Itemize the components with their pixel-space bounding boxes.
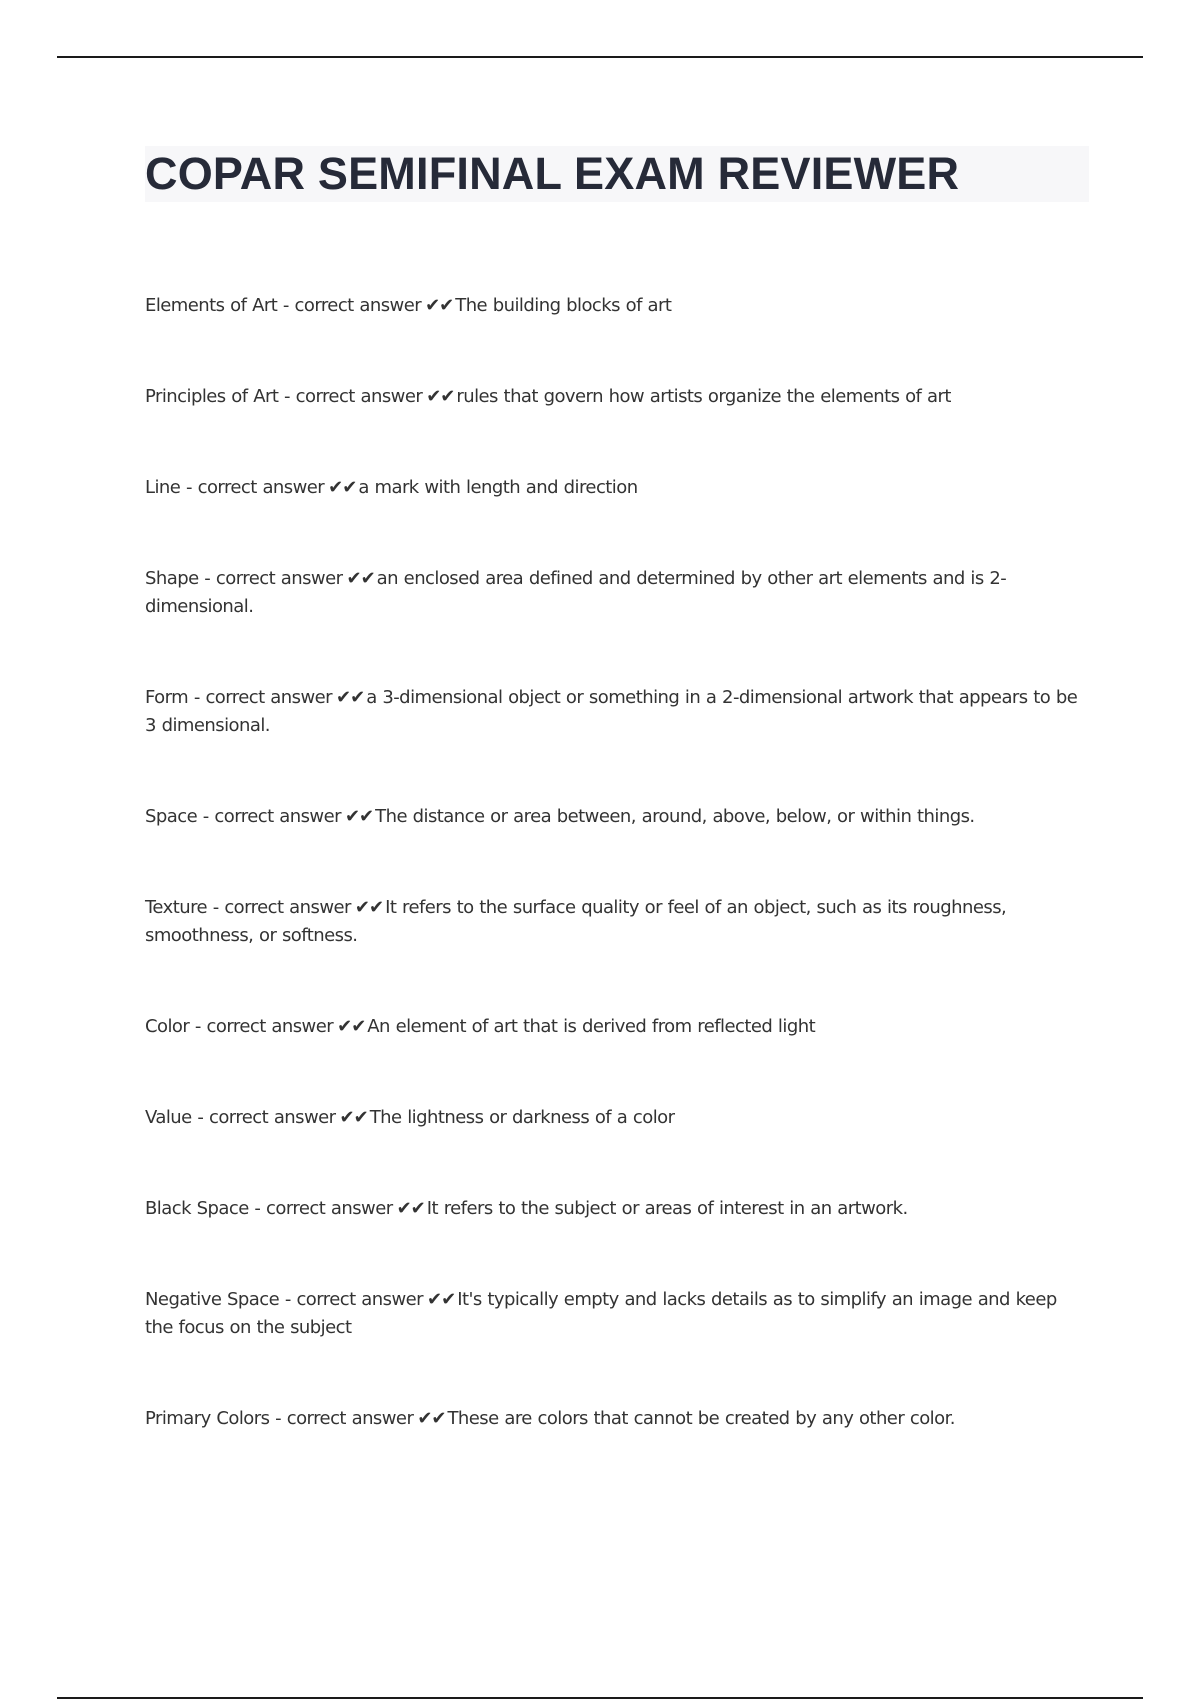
qa-term: Elements of Art (145, 295, 278, 316)
qa-item (145, 803, 1085, 831)
qa-separator: - correct answer (202, 806, 341, 827)
qa-item (145, 1195, 1085, 1223)
check-marks-icon: ✔✔ (426, 386, 455, 407)
qa-term: Form (145, 687, 189, 708)
qa-term: Primary Colors (145, 1408, 270, 1429)
qa-answer: an enclosed area defined and determined by other art elements and is 2-dimensional. (145, 568, 1007, 617)
qa-separator: - correct answer (275, 1408, 414, 1429)
check-marks-icon: ✔✔ (339, 1107, 368, 1128)
qa-separator: - correct answer (204, 568, 343, 589)
qa-term: Color (145, 1016, 190, 1037)
qa-item (145, 1104, 1085, 1132)
bottom-divider (57, 1697, 1143, 1699)
check-marks-icon: ✔✔ (417, 1408, 446, 1429)
check-marks-icon: ✔✔ (427, 1289, 456, 1310)
qa-answer: It refers to the subject or areas of interest in an artwork. (426, 1198, 908, 1219)
check-marks-icon: ✔✔ (344, 806, 374, 827)
qa-item (145, 684, 1085, 740)
check-marks-icon: ✔✔ (336, 687, 365, 708)
qa-list (145, 292, 1085, 1496)
top-divider (57, 56, 1143, 58)
qa-term: Negative Space (145, 1289, 280, 1310)
qa-separator: - correct answer (194, 1016, 334, 1037)
qa-term: Space (145, 806, 198, 827)
qa-term: Value (145, 1107, 192, 1128)
qa-separator: - correct answer (185, 477, 325, 498)
check-marks-icon: ✔✔ (425, 295, 454, 316)
qa-answer: rules that govern how artists organize the elements of art (456, 386, 951, 407)
qa-separator: - correct answer (284, 386, 423, 407)
qa-separator: - correct answer (284, 1289, 424, 1310)
qa-item (145, 1013, 1085, 1041)
qa-item (145, 1405, 1085, 1433)
qa-term: Shape (145, 568, 199, 589)
check-marks-icon: ✔✔ (396, 1198, 425, 1219)
qa-answer: a 3-dimensional object or something in a 2-dimensional artwork that appears to be 3 dimensional. (145, 687, 1078, 736)
qa-answer: a mark with length and direction (358, 477, 638, 498)
qa-term: Principles of Art (145, 386, 279, 407)
qa-separator: - correct answer (254, 1198, 393, 1219)
qa-answer: The building blocks of art (455, 295, 672, 316)
qa-separator: - correct answer (282, 295, 422, 316)
qa-item (145, 474, 1085, 502)
check-marks-icon: ✔✔ (337, 1016, 366, 1037)
qa-term: Texture (145, 897, 208, 918)
check-marks-icon: ✔✔ (328, 477, 357, 498)
qa-item (145, 292, 1085, 320)
check-marks-icon: ✔✔ (346, 568, 375, 589)
check-marks-icon: ✔✔ (354, 897, 384, 918)
qa-separator: - correct answer (212, 897, 351, 918)
qa-item (145, 894, 1085, 950)
qa-term: Line (145, 477, 181, 498)
qa-answer: The lightness or darkness of a color (369, 1107, 675, 1128)
qa-answer: An element of art that is derived from reflected light (367, 1016, 816, 1037)
qa-answer: The distance or area between, around, above, below, or within things. (375, 806, 975, 827)
qa-answer: These are colors that cannot be created by any other color. (447, 1408, 955, 1429)
qa-item (145, 565, 1085, 621)
qa-item (145, 1286, 1085, 1342)
qa-answer: It's typically empty and lacks details as to simplify an image and keep the focus on the subject (145, 1289, 1057, 1338)
qa-separator: - correct answer (193, 687, 333, 708)
qa-answer: It refers to the surface quality or feel of an object, such as its roughness, smoothness, or softness. (145, 897, 1007, 946)
document-title: COPAR SEMIFINAL EXAM REVIEWER (145, 148, 960, 199)
qa-separator: - correct answer (197, 1107, 336, 1128)
qa-item (145, 383, 1085, 411)
qa-term: Black Space (145, 1198, 249, 1219)
